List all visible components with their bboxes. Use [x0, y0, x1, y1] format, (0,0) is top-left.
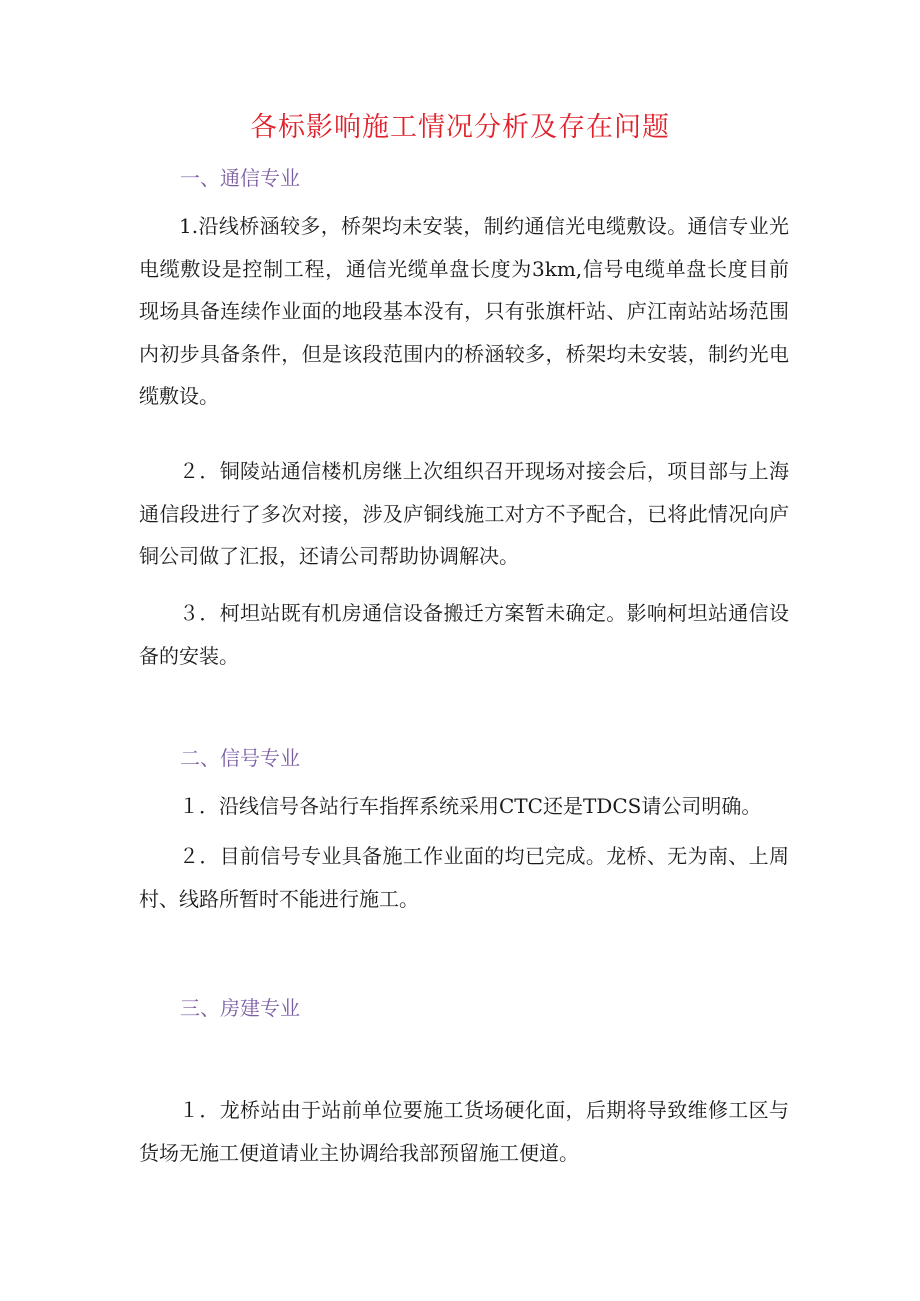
section-heading-communication: 一、通信专业: [180, 166, 300, 190]
paragraph-building-1: １．龙桥站由于站前单位要施工货场硬化面，后期将导致维修工区与货场无施工便道请业主协调给我部预留施工便道。: [139, 1098, 789, 1165]
paragraph-communication-1: 1.沿线桥涵较多，桥架均未安装，制约通信光电缆敷设。通信专业光电缆敷设是控制工程，通信光缆单盘长度为3km,信号电缆单盘长度目前现场具备连续作业面的地段基本没有，只有张旗杆站、庐江南站站场范围内初步具备条件，但是该段范围内的桥涵较多，桥架均未安装，制约光电缆敷设。: [139, 214, 789, 408]
paragraph-communication-3: ３．柯坦站既有机房通信设备搬迁方案暂未确定。影响柯坦站通信设备的安装。: [139, 601, 789, 668]
section-heading-building: 三、房建专业: [180, 996, 300, 1020]
paragraph-signal-1: １．沿线信号各站行车指挥系统采用CTC还是TDCS请公司明确。: [179, 794, 762, 818]
paragraph-signal-2: ２．目前信号专业具备施工作业面的均已完成。龙桥、无为南、上周村、线路所暂时不能进行施工。: [139, 844, 789, 911]
paragraph-communication-2: ２．铜陵站通信楼机房继上次组织召开现场对接会后，项目部与上海通信段进行了多次对接，涉及庐铜线施工对方不予配合，已将此情况向庐铜公司做了汇报，还请公司帮助协调解决。: [139, 459, 789, 568]
document-title: 各标影响施工情况分析及存在问题: [250, 112, 670, 143]
section-heading-signal: 二、信号专业: [180, 746, 300, 770]
